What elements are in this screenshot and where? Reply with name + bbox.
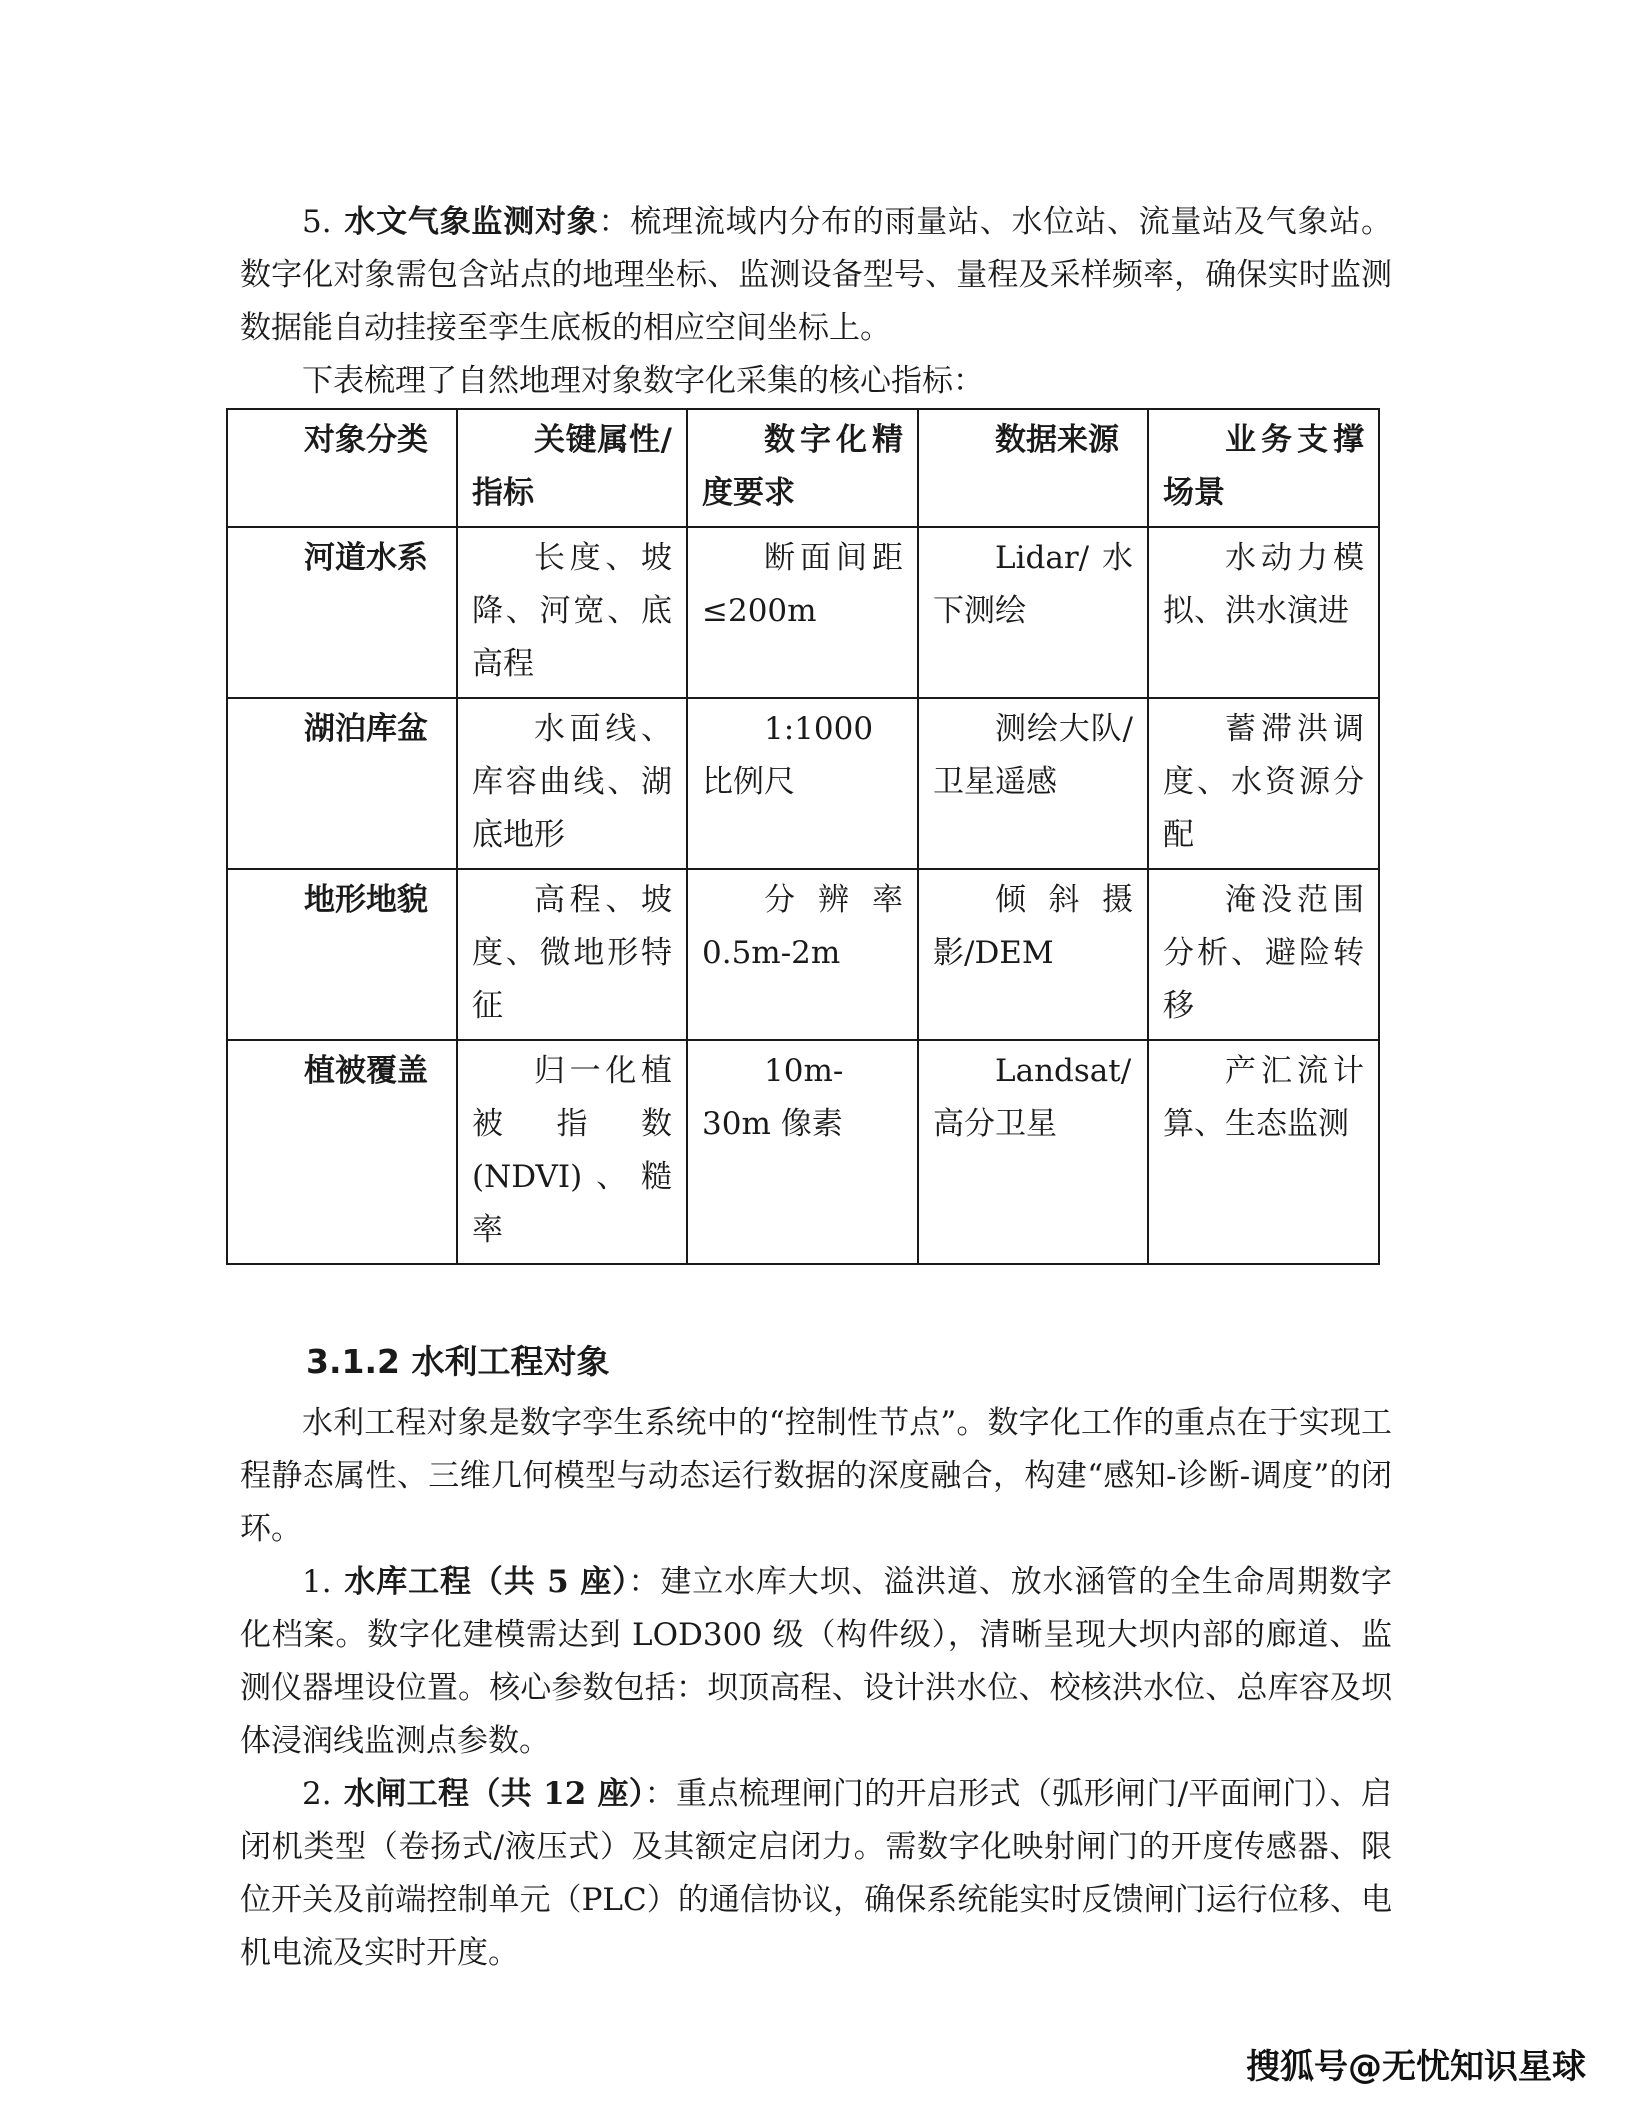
item-5-title: 水文气象监测对象 — [343, 204, 599, 240]
paragraph-item-1 — [240, 1556, 1392, 1768]
table-cell: 归一化植被指数(NDVI)、糙率 — [457, 1040, 687, 1264]
table-header-cell: 业务支撑场景 — [1148, 409, 1379, 527]
table-cell: 淹没范围分析、避险转移 — [1148, 869, 1379, 1040]
table-cell: 产汇流计算、生态监测 — [1148, 1040, 1379, 1264]
table-cell: 1:1000 比例尺 — [687, 698, 918, 869]
item-1-number: 1. — [302, 1564, 332, 1600]
table-cell: Lidar/水下测绘 — [918, 527, 1148, 698]
table-cell: 测绘大队/卫星遥感 — [918, 698, 1148, 869]
table-row-header: 河道水系 — [227, 527, 457, 698]
table-row — [227, 698, 1379, 869]
item-2-title: 水闸工程（共 12 座） — [343, 1776, 645, 1812]
paragraph-item-5 — [240, 196, 1392, 355]
item-2-number: 2. — [302, 1776, 332, 1812]
table-row — [227, 869, 1379, 1040]
table-row-header: 地形地貌 — [227, 869, 457, 1040]
indicator-table — [226, 408, 1380, 1265]
table-cell: 水动力模拟、洪水演进 — [1148, 527, 1379, 698]
table-cell: 倾斜摄影/DEM — [918, 869, 1148, 1040]
item-5-text: ：梳理流域内分布的雨量站、水位站、流量站及气象站。数字化对象需包含站点的地理坐标、监测设备型号、量程及采样频率，确保实时监测数据能自动挂接至孪生底板的相应空间坐标上。 — [240, 204, 1393, 346]
table-cell: 高程、坡度、微地形特征 — [457, 869, 687, 1040]
table-row-header: 植被覆盖 — [227, 1040, 457, 1264]
page-content — [240, 196, 1392, 1980]
table-cell: 10m-30m 像素 — [687, 1040, 918, 1264]
item-5-number: 5. — [302, 204, 332, 240]
item-2-text: ：重点梳理闸门的开启形式（弧形闸门/平面闸门）、启闭机类型（卷扬式/液压式）及其额定启闭力。需数字化映射闸门的开度传感器、限位开关及前端控制单元（PLC）的通信协议，确保系统能实时反馈闸门运行位移、电机电流及实时开度。 — [240, 1776, 1392, 1971]
table-row-header: 湖泊库盆 — [227, 698, 457, 869]
watermark: 搜狐号@无忧知识星球 — [1240, 2037, 1592, 2090]
item-1-title: 水库工程（共 5 座） — [343, 1564, 629, 1600]
table-cell: Landsat/高分卫星 — [918, 1040, 1148, 1264]
table-cell: 长度、坡降、河宽、底高程 — [457, 527, 687, 698]
table-cell: 分辨率 0.5m-2m — [687, 869, 918, 1040]
item-1-text: ：建立水库大坝、溢洪道、放水涵管的全生命周期数字化档案。数字化建模需达到 LOD300 级（构件级），清晰呈现大坝内部的廊道、监测仪器埋设位置。核心参数包括：坝顶高程、设计洪水位、校核洪水位、总库容及坝体浸润线监测点参数。 — [240, 1564, 1393, 1759]
table-cell: 水面线、库容曲线、湖底地形 — [457, 698, 687, 869]
table-intro: 下表梳理了自然地理对象数字化采集的核心指标： — [302, 363, 984, 399]
section-heading: 3.1.2 水利工程对象 — [306, 1342, 610, 1381]
table-header-cell: 关键属性/指标 — [457, 409, 687, 527]
table-row — [227, 1040, 1379, 1264]
table-row — [227, 527, 1379, 698]
table-header-cell: 数据来源 — [918, 409, 1148, 527]
paragraph-item-2 — [240, 1768, 1392, 1980]
table-cell: 断面间距≤200m — [687, 527, 918, 698]
table-header-cell: 对象分类 — [227, 409, 457, 527]
section-intro: 水利工程对象是数字孪生系统中的“控制性节点”。数字化工作的重点在于实现工程静态属性、三维几何模型与动态运行数据的深度融合，构建“感知-诊断-调度”的闭环。 — [240, 1405, 1392, 1547]
table-header-row — [227, 409, 1379, 527]
table-cell: 蓄滞洪调度、水资源分配 — [1148, 698, 1379, 869]
table-header-cell: 数字化精度要求 — [687, 409, 918, 527]
